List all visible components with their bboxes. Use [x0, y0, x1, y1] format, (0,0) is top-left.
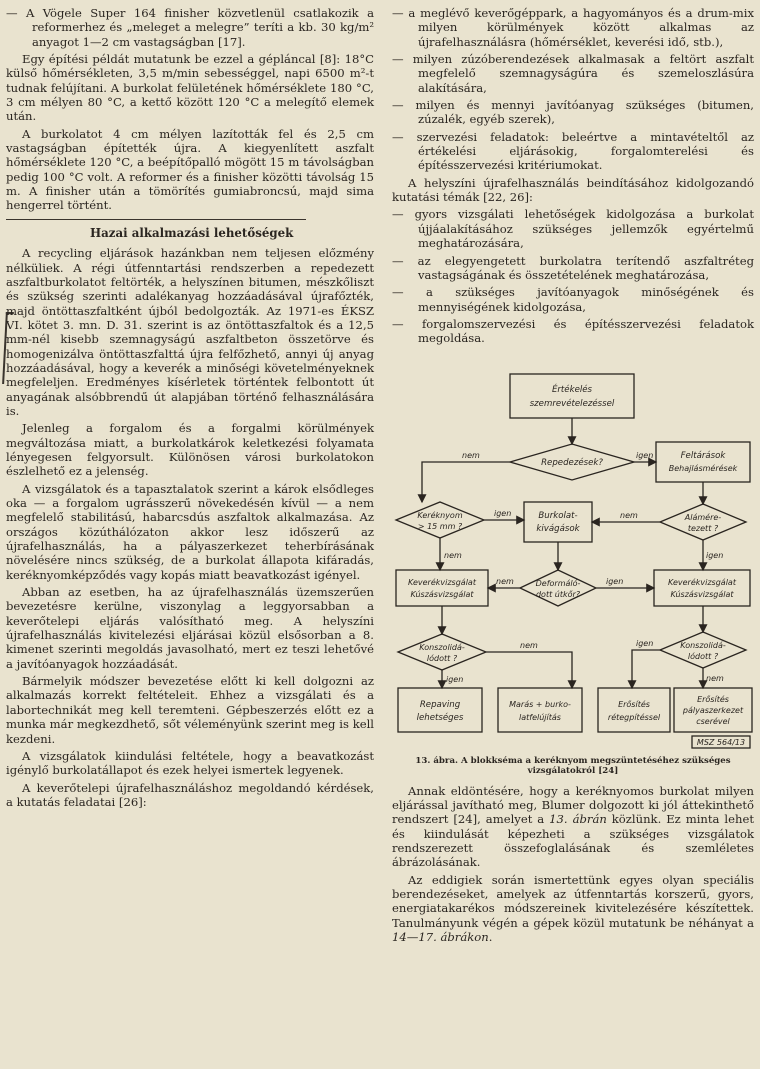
deform-line1: Deformáló- [535, 578, 581, 588]
flowchart-figure [392, 352, 754, 752]
paragraph: A vizsgálatok kiindulási feltétele, hogy a beavatkozást igénylő burkolatállapot és ezek helyei ismertek legyenek. [6, 748, 374, 778]
label-igen-1: igen [636, 450, 654, 460]
list-item: — szervezési feladatok: beleértve a mintavételtől az értékelési eljárásokig, forgalomterelési és építésszervezési kritériumokat. [392, 129, 754, 173]
list-item: — forgalomszervezési és építésszervezési feladatok megoldása. [392, 316, 754, 346]
kev-right-line1: Keverékvizsgálat [668, 577, 736, 587]
kivagasok-line2: kivágások [536, 523, 580, 534]
box-kev-left [396, 570, 488, 606]
paragraph: Egy építési példát mutatunk be ezzel a gépláncal [8]: 18°C külső hőmérsékleten, 3,5 m/min sebességgel, napi 6500 m²-t tudnak felújítani. A burkolat felületének hőmérséklete 180 °C, 3 cm mélyen 80 °C, a kettő között 120 °C a melegítő elemek után. [6, 52, 374, 124]
konsz-left-line1: Konszolidá- [419, 642, 465, 652]
erosites-reteg-line2: rétegpítéssel [607, 712, 661, 722]
box-erosites-reteg [598, 688, 670, 732]
konsz-right-line2: lódott ? [687, 651, 719, 661]
figure-code: MSZ 564/13 [696, 737, 746, 747]
erosites-palya-line2: pályaszerkezet [682, 705, 744, 715]
list-item: — milyen zúzóberendezések alkalmasak a feltört aszfalt megfelelő szemnagyságúra és szemeloszlásúra alakítására, [392, 52, 754, 95]
text: . [488, 930, 493, 944]
right-column [392, 6, 754, 947]
paragraph: Bármelyik módszer bevezetése előtt ki kell dolgozni az alkalmazás korrekt feltételeit. Ehhez a vizsgálati és a labortechnikát meg kell teremteni. Gépbeszerzés előtt ez a munka már megkezdhető, sőt véleményünk szerint meg is kell kezdeni. [6, 674, 374, 746]
box-repaving [398, 688, 482, 732]
kereknyom-line1: Keréknyom [417, 510, 463, 520]
list-item: — milyen és mennyi javítóanyag szükséges (bitumen, zúzalék, egyéb szerek), [392, 98, 754, 127]
paragraph [392, 873, 754, 945]
maras-line1: Marás + burko- [509, 699, 571, 709]
flowchart [392, 352, 754, 752]
text: Annak eldöntésére, hogy a keréknyomos burkolat milyen eljárással javítható meg, Blumer dolgozott ki jól áttekinthető rendszert [24], amelyet a [392, 783, 754, 827]
label-nem-3: nem [444, 550, 462, 560]
label-igen-5: igen [446, 674, 464, 684]
section-heading: Hazai alkalmazási lehetőségek [90, 225, 294, 240]
label-nem-5: nem [520, 640, 538, 650]
label-igen-2: igen [494, 508, 512, 518]
separator-line [6, 219, 306, 220]
figure-reference: 14—17. ábrákon [392, 930, 489, 944]
deform-line2: dott útkőr? [535, 589, 581, 599]
label-nem-2: nem [620, 510, 638, 520]
start-line1: Értékelés [551, 384, 593, 395]
paragraph: A recycling eljárások hazánkban nem teljesen előzmény nélküliek. A régi útfenntartási rendszerben a repedezett aszfaltburkolatot feltörték, a helyszínen bitumen, mészkőliszt és szükség szerinti adalékanyag hozzáadásával újrafőzték, majd öntöttaszfaltként újból bedolgozták. Az 1971-es ÉKSZ VI. kötet 3. mn. D. 31. szerint is az öntöttaszfaltok és a 12,5 mm-nél kisebb szemnagyságú aszfaltbeton összetörve és homogenizálva öntöttaszfalttá újra felfőzhető, annyi új anyag hozzáadásával, hogy a keverék a minőségi követelményeknek megfeleljen. Eredményes kísérletek történtek felbontott út anyagának alsóbbrendű út alapjában történő felhasználására is. [6, 246, 374, 418]
erosites-palya-line3: cserével [696, 716, 730, 726]
figure-reference: 13. ábrán [549, 812, 607, 827]
paragraph: A helyszíni újrafelhasználás beindításához kidolgozandó kutatási témák [22, 26]: [392, 175, 754, 205]
paragraph: A keverőtelepi újrafelhasználáshoz megoldandó kérdések, a kutatás feladatai [26]: [6, 780, 374, 809]
diamond-konsz-right [660, 632, 746, 668]
erosites-reteg-line1: Erősítés [618, 699, 650, 709]
start-line2: szemrevételezéssel [529, 398, 615, 409]
diamond-konsz-left [398, 634, 486, 670]
label-igen-6: igen [636, 638, 654, 648]
label-igen-3: igen [706, 550, 724, 560]
kev-left-line1: Keverékvizsgálat [408, 577, 476, 587]
alameretezett-line1: Alámére- [684, 512, 722, 522]
label-igen-4: igen [606, 576, 624, 586]
left-column [6, 6, 374, 812]
text: Az eddigiek során ismertettünk egyes olyan speciális berendezéseket, amelyek az útfenntartás korszerű, gyors, energiatakarékos módszereinek kivitelezésére készítettek. Tanulmányunk végén a gépek közül mutatunk be néhányat a [392, 872, 754, 930]
box-feltarasok [656, 442, 750, 482]
box-maras [498, 688, 582, 732]
erosites-palya-line1: Erősítés [697, 694, 729, 704]
feltarasok-line1: Feltárások [680, 450, 726, 461]
figure-caption: 13. ábra. A blokkséma a keréknyom megszüntetéséhez szükséges vizsgálatokról [24] [415, 755, 731, 776]
paragraph: Abban az esetben, ha az újrafelhasználás üzemszerűen bevezetésre kerülne, viszonylag a leggyorsabban a keverőtelepi eljárás valósítható meg. A helyszíni újrafelhasználás kivitelezési eljárásai közül elsősorban a 8. kimenet szerinti megoldás javasolható, mert ez teszi lehetővé a javítóanyagok hozzáadását. [6, 585, 374, 671]
diamond-alameretezett [660, 504, 746, 540]
paragraph: A burkolatot 4 cm mélyen lazították fel és 2,5 cm vastagságban építették újra. A kiegyenlített aszfalt hőmérséklete 120 °C, a beépítőpalló mögött 15 m távolságban pedig 100 °C volt. A reformer és a finisher közötti távolság 15 m. A finisher után a tömörítés gumiabroncsú, majd sima hengerrel történt. [6, 126, 374, 213]
text: közlünk. Ez minta lehet és kiindulását képezheti a szükséges vizsgálatok rendszerezett összefoglalásának és szemléletes ábrázolásának. [392, 812, 754, 870]
label-nem-1: nem [462, 450, 480, 460]
kev-left-line2: Kúszásvizsgálat [410, 589, 474, 599]
maras-line2: latfelújítás [519, 712, 561, 722]
box-kev-right [654, 570, 750, 606]
start-box [510, 374, 634, 418]
label-nem-6: nem [706, 673, 724, 683]
bullet-vogele: — A Vögele Super 164 finisher közvetlenül csatlakozik a reformerhez és „meleget a melegre” teríti a kb. 30 kg/m² anyagot 1—2 cm vastagságban [17]. [6, 6, 374, 49]
paragraph: Jelenleg a forgalom és a forgalmi körülmények megváltozása miatt, a burkolatkárok keletkezési folyamata lényegesen felgyorsult. Különösen városi burkolatokon észlelhető ez a jelenség. [6, 421, 374, 479]
repaving-line2: lehetséges [416, 712, 464, 723]
list-item: — a meglévő keverőgéppark, a hagyományos és a drum-mix milyen körülmények között alkalmas az újrafelhasználásra (hőmérséklet, keverési idő, stb.), [392, 6, 754, 49]
kivagasok-line1: Burkolat- [538, 510, 578, 521]
konsz-left-line2: lódott ? [426, 653, 458, 663]
list-item: — az elegyengetett burkolatra terítendő aszfaltréteg vastagságának és összetételének meghatározása, [392, 253, 754, 282]
repedezes-label: Repedezések? [541, 457, 603, 468]
list-item: — a szükséges javítóanyagok minőségének és mennyiségének kidolgozása, [392, 285, 754, 314]
feltarasok-line2: Behajlásmérések [668, 463, 738, 473]
alameretezett-line2: tezett ? [687, 523, 719, 533]
list-item: — gyors vizsgálati lehetőségek kidolgozása a burkolat újjáalakításához szükséges jellemzők egyértelmű meghatározására, [392, 207, 754, 251]
konsz-right-line1: Konszolidá- [680, 640, 726, 650]
kev-right-line2: Kúszásvizsgálat [670, 589, 734, 599]
repaving-line1: Repaving [419, 699, 461, 710]
paragraph: A vizsgálatok és a tapasztalatok szerint a károk elsődleges oka — a forgalom ugrásszerű növekedésén kívül — a nem megfelelő stabilitású, habarcsdús aszfaltok alkalmazása. Az országos közúthálózaton akkor lesz időszerű az újrafelhasználás, ha a pályaszerkezet teherbírásának növelésére nincs szükség, de a burkolat állapota kifáradás, keréknyomképződés vagy kopás miatt beavatkozást igényel. [6, 481, 374, 582]
diamond-kereknyom [396, 502, 484, 538]
paragraph [392, 784, 754, 870]
box-kivagasok [524, 502, 592, 542]
diamond-deform [520, 570, 596, 606]
label-nem-4: nem [496, 576, 514, 586]
kereknyom-line2: > 15 mm ? [417, 521, 463, 531]
